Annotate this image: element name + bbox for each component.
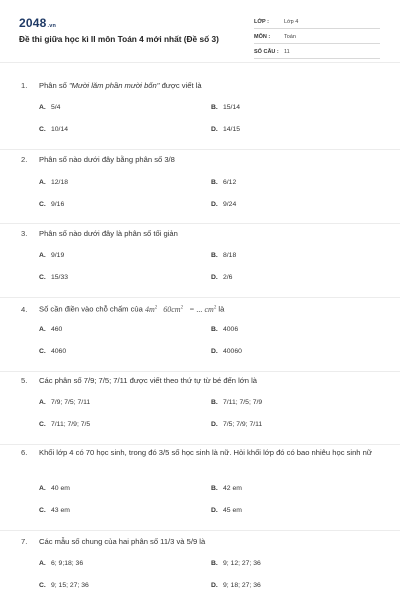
question-stem bbox=[21, 78, 381, 93]
option-b[interactable]: B. 8/18 bbox=[211, 252, 237, 259]
question-number: 5. bbox=[21, 376, 28, 385]
quiz-header bbox=[0, 0, 400, 63]
quiz-title: Đề thi giữa học kì II môn Toán 4 mới nhất (Đề số 3) bbox=[19, 34, 219, 44]
logo-main-text: 2048 bbox=[19, 16, 47, 30]
question-stem bbox=[21, 534, 381, 549]
question-number: 3. bbox=[21, 229, 28, 238]
question-number: 4. bbox=[21, 304, 28, 314]
question-5 bbox=[0, 373, 400, 445]
site-logo[interactable] bbox=[19, 16, 56, 30]
option-a-text: 9/19 bbox=[51, 252, 65, 259]
option-d[interactable]: D. 7/5; 7/9; 7/11 bbox=[211, 421, 263, 428]
option-c[interactable]: C. 15/33 bbox=[39, 274, 69, 281]
option-d[interactable]: D. 9; 18; 27; 36 bbox=[211, 582, 261, 589]
question-text: Các mẫu số chung của hai phân số 11/3 và 5/9 là bbox=[39, 537, 206, 546]
option-a[interactable]: A. 9/19 bbox=[39, 252, 65, 259]
option-d[interactable]: D. 40060 bbox=[211, 348, 242, 355]
question-number: 6. bbox=[21, 448, 28, 457]
question-text: Phân số bbox=[39, 81, 69, 90]
meta-row-subject bbox=[254, 31, 380, 44]
option-d[interactable]: D. 14/15 bbox=[211, 126, 241, 133]
option-b[interactable]: B. 9; 12; 27; 36 bbox=[211, 560, 261, 567]
option-a-text: 5/4 bbox=[51, 104, 61, 111]
question-7 bbox=[0, 534, 400, 600]
option-b-text: 8/18 bbox=[223, 252, 237, 259]
option-d[interactable]: D. 45 em bbox=[211, 507, 242, 514]
option-a-text: 7/9; 7/5; 7/11 bbox=[51, 399, 91, 406]
question-text: Phân số nào dưới đây là phân số tối giản bbox=[39, 229, 178, 238]
option-d[interactable]: D. 9/24 bbox=[211, 201, 237, 208]
option-c-text: 10/14 bbox=[51, 126, 69, 133]
option-a[interactable]: A. 7/9; 7/5; 7/11 bbox=[39, 399, 91, 406]
option-a-text: 40 em bbox=[51, 485, 70, 492]
question-text-emphasis: "Mười lăm phần mười bốn" bbox=[68, 81, 160, 90]
logo-suffix-text: .vn bbox=[47, 23, 57, 29]
option-c[interactable]: C. 7/11; 7/9; 7/5 bbox=[39, 421, 91, 428]
option-a-text: 6; 9;18; 36 bbox=[51, 560, 84, 567]
question-6 bbox=[0, 445, 400, 531]
meta-value-count: 11 bbox=[284, 49, 290, 55]
option-c-text: 9/16 bbox=[51, 201, 65, 208]
question-3 bbox=[0, 226, 400, 298]
option-d-text: 9/24 bbox=[223, 201, 237, 208]
option-c-text: 15/33 bbox=[51, 274, 69, 281]
option-b[interactable]: B. 42 em bbox=[211, 485, 242, 492]
question-stem bbox=[21, 300, 381, 317]
question-text-end: được viết là bbox=[159, 81, 202, 90]
question-text: Phân số nào dưới đây bằng phân số 3/8 bbox=[39, 155, 175, 164]
option-b-text: 6/12 bbox=[223, 179, 237, 186]
option-a-text: 460 bbox=[51, 326, 63, 333]
meta-label-subject: MÔN : bbox=[254, 34, 271, 40]
option-c-text: 9; 15; 27; 36 bbox=[51, 582, 89, 589]
option-b-text: 7/11; 7/5; 7/9 bbox=[223, 399, 263, 406]
meta-row-class bbox=[254, 16, 380, 29]
question-stem bbox=[21, 226, 381, 241]
option-c[interactable]: C. 9/16 bbox=[39, 201, 65, 208]
question-text: Số cần điền vào chỗ chấm của bbox=[39, 304, 145, 314]
option-a[interactable]: A. 12/18 bbox=[39, 179, 69, 186]
question-text-end: là bbox=[216, 304, 225, 314]
option-d-text: 7/5; 7/9; 7/11 bbox=[223, 421, 263, 428]
option-b[interactable]: B. 7/11; 7/5; 7/9 bbox=[211, 399, 263, 406]
option-a-text: 12/18 bbox=[51, 179, 69, 186]
math-expression: $4m^2$ $60cm^2$ = ... $cm^2$ bbox=[144, 304, 217, 314]
question-stem bbox=[21, 152, 381, 167]
option-c-text: 43 em bbox=[51, 507, 70, 514]
option-c-text: 4060 bbox=[51, 348, 67, 355]
option-c[interactable]: C. 43 em bbox=[39, 507, 70, 514]
question-text: Các phân số 7/9; 7/5; 7/11 được viết theo thứ tự từ bé đến lớn là bbox=[39, 376, 258, 385]
option-a[interactable]: A. 6; 9;18; 36 bbox=[39, 560, 84, 567]
meta-label-count: SỐ CÂU : bbox=[254, 49, 279, 55]
question-stem bbox=[21, 373, 381, 388]
option-c[interactable]: C. 10/14 bbox=[39, 126, 69, 133]
question-number: 1. bbox=[21, 81, 28, 90]
meta-value-class: Lớp 4 bbox=[284, 19, 299, 25]
option-c[interactable]: C. 4060 bbox=[39, 348, 67, 355]
option-c-text: 7/11; 7/9; 7/5 bbox=[51, 421, 91, 428]
option-d[interactable]: D. 2/6 bbox=[211, 274, 233, 281]
question-number: 2. bbox=[21, 155, 28, 164]
option-a[interactable]: A. 460 bbox=[39, 326, 63, 333]
option-b[interactable]: B. 15/14 bbox=[211, 104, 241, 111]
question-number: 7. bbox=[21, 537, 28, 546]
option-d-text: 45 em bbox=[223, 507, 242, 514]
option-b-text: 42 em bbox=[223, 485, 242, 492]
option-b[interactable]: B. 4006 bbox=[211, 326, 239, 333]
option-d-text: 2/6 bbox=[223, 274, 233, 281]
quiz-meta bbox=[254, 16, 380, 61]
option-a[interactable]: A. 40 em bbox=[39, 485, 70, 492]
option-b-text: 15/14 bbox=[223, 104, 241, 111]
option-d-text: 40060 bbox=[223, 348, 242, 355]
option-b-text: 9; 12; 27; 36 bbox=[223, 560, 261, 567]
question-text: Khối lớp 4 có 70 học sinh, trong đó 3/5 số học sinh là nữ. Hỏi khối lớp đó có bao nhiêu học sinh nữ bbox=[39, 448, 372, 457]
meta-row-count bbox=[254, 46, 380, 59]
option-d-text: 14/15 bbox=[223, 126, 241, 133]
option-c[interactable]: C. 9; 15; 27; 36 bbox=[39, 582, 89, 589]
option-b[interactable]: B. 6/12 bbox=[211, 179, 237, 186]
question-1 bbox=[0, 78, 400, 150]
question-stem bbox=[21, 445, 381, 460]
option-d-text: 9; 18; 27; 36 bbox=[223, 582, 261, 589]
question-4 bbox=[0, 300, 400, 372]
option-b-text: 4006 bbox=[223, 326, 239, 333]
question-2 bbox=[0, 152, 400, 224]
meta-value-subject: Toán bbox=[284, 34, 296, 40]
option-a[interactable]: A. 5/4 bbox=[39, 104, 61, 111]
meta-label-class: LỚP : bbox=[254, 19, 269, 25]
